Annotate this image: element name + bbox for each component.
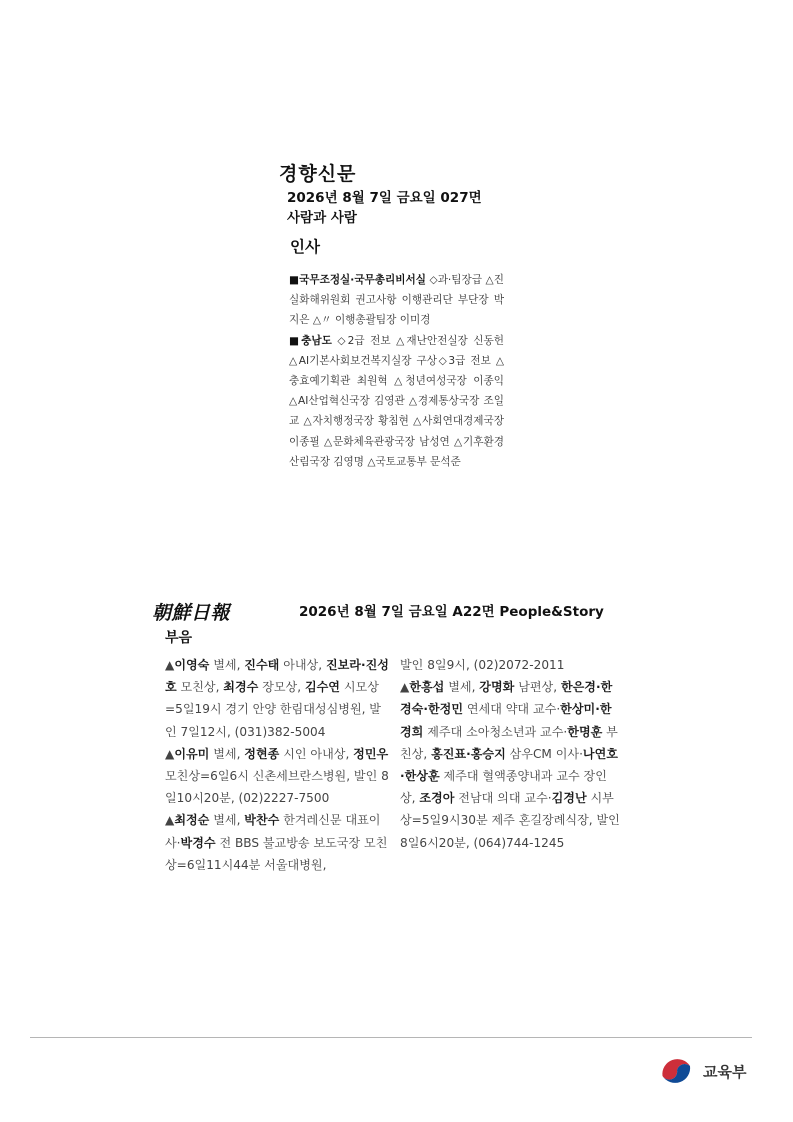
entry-organization: 충남도 (301, 334, 332, 347)
obituary-text: 별세, (444, 680, 480, 695)
obituary-text: 전남대 의대 교수· (454, 791, 552, 806)
obituary-name: 한명훈 (567, 724, 603, 739)
chosun-logo: 朝鮮日報 (152, 602, 231, 624)
obituary-name: 이영숙 (174, 658, 210, 672)
obituary-text: 제주대 혈액종양내과 교수 장인상, (400, 769, 607, 806)
obituary-name: 한상미·한경희 (400, 702, 612, 739)
obituary-name: 김경난 (551, 791, 587, 806)
obituary-name: 박경수 (180, 835, 216, 850)
kyunghyang-section-title: 사람과 사람 (287, 210, 357, 226)
obituary-column-2 (400, 654, 622, 854)
obituary-name: 조경아 (419, 791, 455, 806)
obituary-name: 진수태 (244, 658, 280, 672)
obituary-name: 홍진표·홍승지 (431, 746, 506, 761)
entry-bullet: ■ (289, 334, 302, 347)
obituary-text: 연세대 약대 교수· (463, 702, 561, 717)
entry-text: ◇2급 전보 △재난안전실장 신동헌 △AI기본사회보건복지실장 구상◇3급 전보 △충효예기획관 최원혁 △청년여성국장 이종익 △AI산업혁신국장 김영관 △경제통상국장 조일교 △자치행정국장 황침현 △사회연대경제국장 이종필 △문화체육관광국장 남성연 △기후환경산림국장 김영명 △국토교통부 문석준 (289, 334, 504, 468)
obituary-text: 부친상, (400, 724, 618, 761)
obituary-name: 김수연 (304, 680, 340, 695)
obituary-marker: ▲ (165, 658, 175, 672)
obituary-text: 제주대 소아청소년과 교수· (423, 724, 568, 739)
obituary-text: 시부상=5일9시30분 제주 혼길장례식장, 발인 8일6시20분, (064)744-1245 (400, 791, 620, 850)
entry-organization: 국무조정실·국무총리비서실 (299, 274, 426, 286)
obituary-column-1 (165, 654, 390, 876)
personnel-entry (289, 331, 504, 472)
obituary-text: 시모상=5일19시 경기 안양 한림대성심병원, 발인 7일12시, (031)382-5004 (165, 680, 381, 739)
obituary-entry (400, 654, 622, 676)
obituary-name: 최정순 (174, 813, 210, 828)
obituary-text: 장모상, (258, 680, 305, 695)
obituary-text: 시인 아내상, (279, 746, 354, 761)
obituary-name: 정현종 (244, 746, 280, 761)
obituary-text: 아내상, (279, 658, 326, 672)
obituary-text: 별세, (209, 746, 245, 761)
obituary-marker: ▲ (165, 746, 175, 761)
kyunghyang-masthead: 경향신문 (279, 163, 357, 185)
obituary-name: 최경수 (223, 680, 259, 695)
obituary-entry (165, 743, 390, 810)
obituary-marker: ▲ (165, 813, 175, 828)
obituary-name: 이유미 (174, 746, 210, 761)
obituary-text: 모친상, (176, 680, 224, 695)
obituary-name: 강명화 (479, 680, 515, 695)
obituary-name: 박찬수 (244, 813, 280, 828)
entry-bullet: ■ (289, 274, 300, 286)
obituary-name: 정민우 (353, 746, 389, 761)
obituary-text: 발인 8일9시, (02)2072-2011 (400, 658, 565, 672)
obituary-entry (165, 809, 390, 876)
obituary-name: 나연호·한상훈 (400, 746, 618, 784)
entry-text: ◇과·팀장급 △진실화해위원회 권고사항 이행관리단 부단장 박지은 △〃 이행총괄팀장 이미경 (289, 274, 504, 327)
kyunghyang-personnel-list (289, 270, 504, 472)
obituary-text: 전 BBS 불교방송 보도국장 모친상=6일11시44분 서울대병원, (165, 835, 388, 872)
kyunghyang-date-line: 2026년 8월 7일 금요일 027면 (287, 190, 482, 206)
obituary-name: 진보라·진성호 (165, 658, 389, 695)
obituary-entry (165, 654, 390, 743)
obituary-name: 한흥섭 (409, 680, 445, 695)
obituary-text: 별세, (209, 813, 245, 828)
kyunghyang-article-heading: 인사 (290, 238, 320, 256)
chosun-date-line: 2026년 8월 7일 금요일 A22면 People&Story (299, 604, 604, 620)
obituary-text: 한겨레신문 대표이사· (165, 813, 381, 850)
chosun-article-heading: 부음 (165, 630, 193, 646)
obituary-text: 삼우CM 이사· (505, 746, 583, 761)
obituary-text: 모친상=6일6시 신촌세브란스병원, 발인 8일10시20분, (02)2227-7500 (165, 769, 389, 806)
obituary-text: 남편상, (514, 680, 561, 695)
footer-divider (30, 1037, 752, 1038)
obituary-name: 한은경·한경숙·한정민 (400, 680, 613, 717)
obituary-entry (400, 676, 622, 854)
ministry-name: 교육부 (703, 1063, 747, 1081)
taegeuk-emblem-icon (659, 1055, 695, 1091)
personnel-entry (289, 270, 504, 331)
obituary-text: 별세, (209, 658, 245, 672)
obituary-marker: ▲ (400, 680, 410, 695)
